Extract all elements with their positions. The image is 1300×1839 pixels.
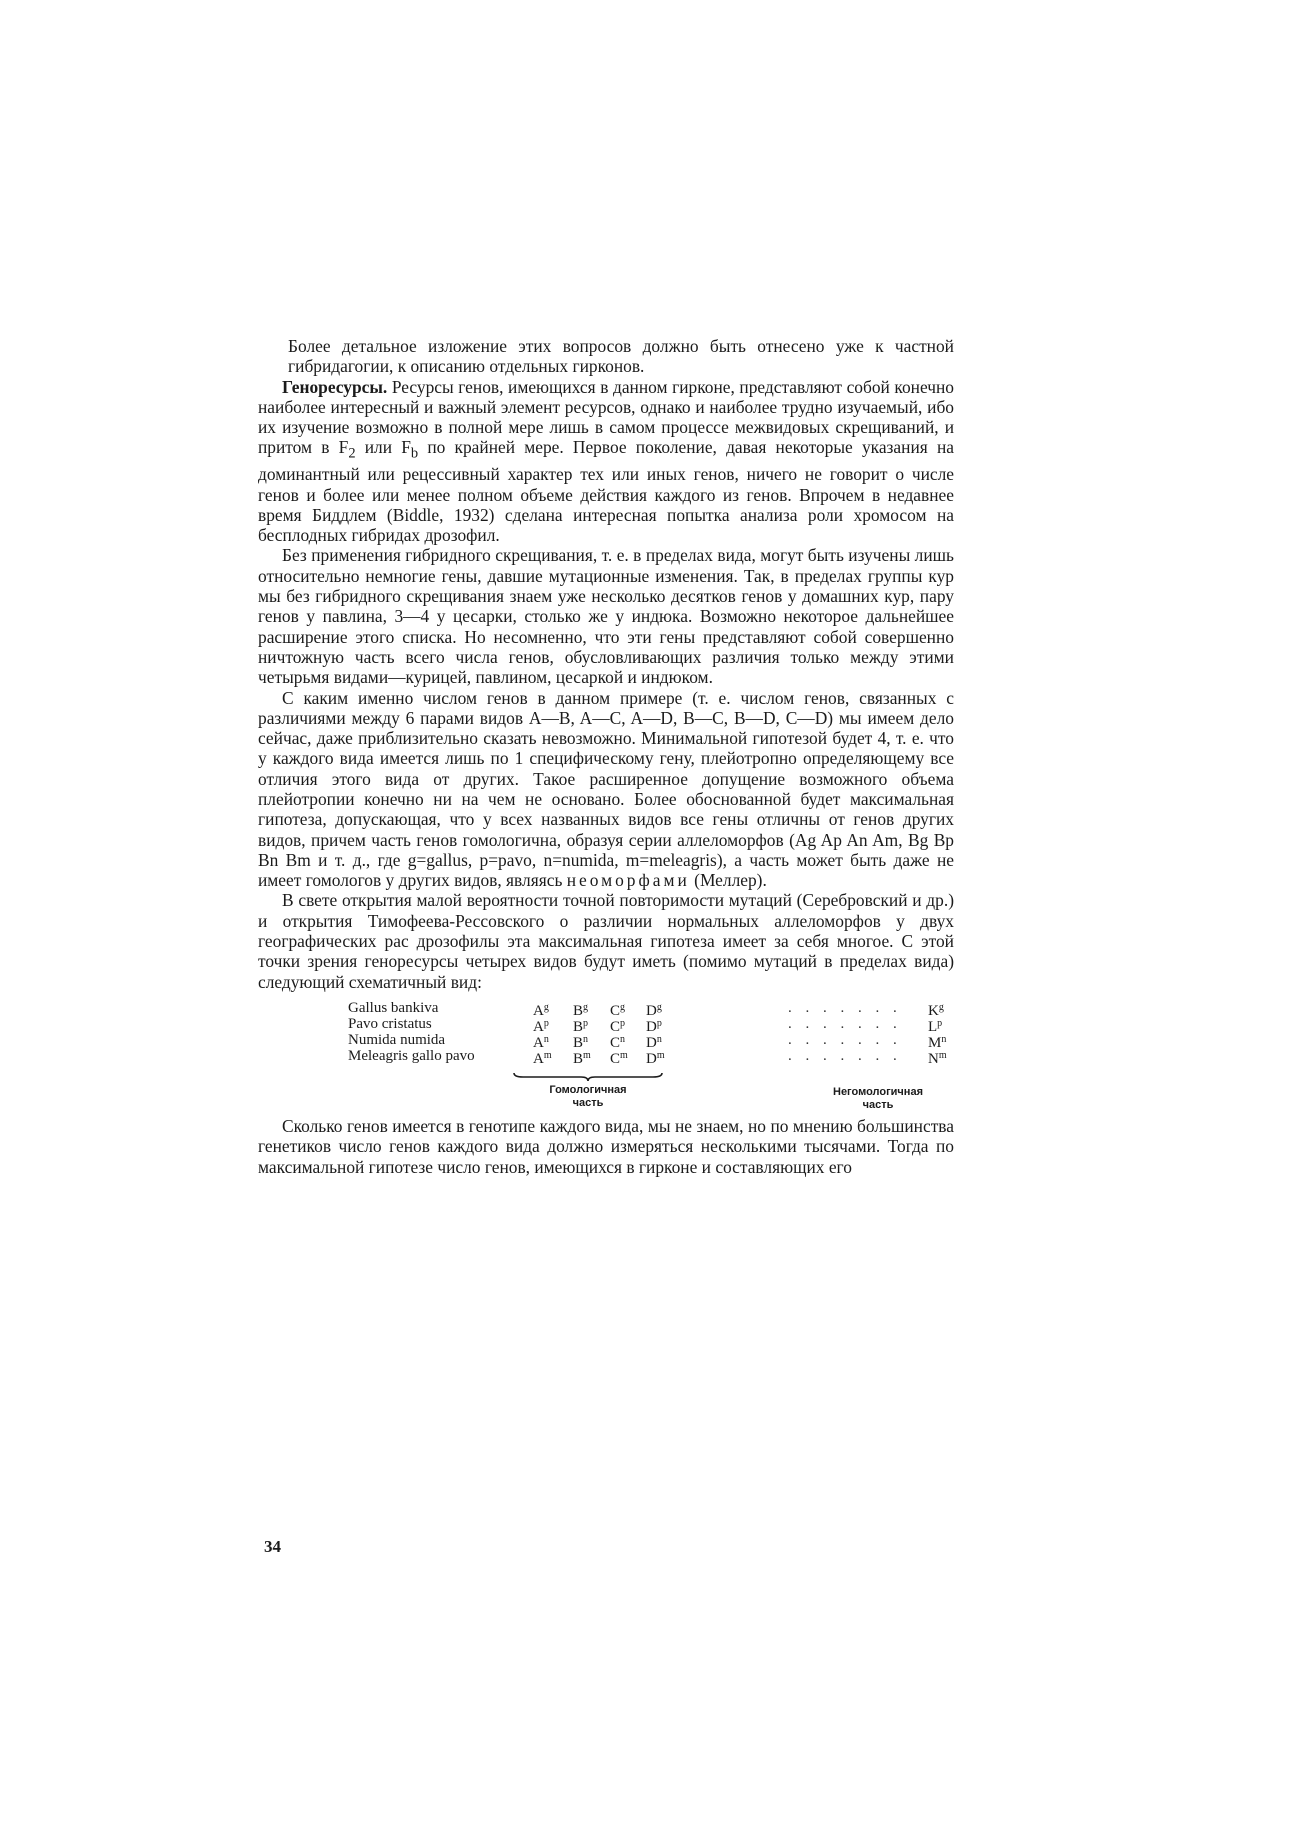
body-text (258, 336, 954, 1177)
ellipsis-dots: . . . . . . . (788, 1031, 902, 1048)
caption-nonhomologous: Негомологичная часть (833, 1085, 923, 1111)
page-number: 34 (264, 1537, 281, 1556)
gene-cell: $D^g$ (646, 1001, 662, 1019)
gene-cell: $A^m$ (533, 1049, 552, 1067)
species-name: Pavo cristatus (348, 1015, 432, 1032)
gene-cell: $D^p$ (646, 1017, 662, 1035)
gene-cell-last: $L^p$ (928, 1017, 943, 1035)
ellipsis-dots: . . . . . . . (788, 1015, 902, 1032)
ellipsis-dots: . . . . . . . (788, 1047, 902, 1064)
gene-cell: $A^g$ (533, 1001, 549, 1019)
paragraph-genoresources: Геноресурсы. Ресурсы генов, имеющихся в данном гирконе, представляют собой конечно наиболее интересный и важный элемент ресурсов, однако и наиболее трудно изучаемый, ибо их изучение возможно в полной мере лишь в самом процессе межвидовых скрещиваний, и притом в $F_2$ или $F_b$ по крайней мере. Первое поколение, давая некоторые указания на доминантный или рецессивный характер тех или иных генов, ничего не говорит о числе генов и более или менее полном объеме действия каждого из генов. Впрочем в недавнее время Биддлем (Biddle, 1932) сделана интересная попытка анализа роли хромосом на бесплодных гибридах дрозофил. (258, 376, 954, 546)
species-name: Gallus bankiva (348, 999, 439, 1016)
gene-scheme-table (258, 999, 954, 1111)
spaced-term: неоморфами (566, 870, 690, 891)
gene-cell: $B^p$ (573, 1017, 589, 1035)
gene-cell: $C^n$ (610, 1033, 626, 1051)
paragraph-5: В свете открытия малой вероятности точной повторимости мутаций (Серебровский и др.) и открытия Тимофеева-Рессовского о различии нормальных аллеломорфов у двух географических рас дрозофилы эта максимальная гипотеза имеет за себя многое. С этой точки зрения геноресурсы четырех видов будут иметь (помимо мутаций в пределах вида) следующий схематичный вид: (258, 890, 954, 992)
species-name: Numida numida (348, 1031, 446, 1048)
gene-cell-last: $K^g$ (928, 1001, 944, 1019)
caption-homologous: Гомологичная часть (549, 1083, 627, 1109)
paragraph-3: Без применения гибридного скрещивания, т. е. в пределах вида, могут быть изучены лишь относительно немногие гены, давшие мутационные изменения. Так, в пределах группы кур мы без гибридного скрещивания знаем уже несколько десятков генов у домашних кур, пару генов у павлина, 3—4 у цесарки, столько же у индюка. Возможно некоторое дальнейшее расширение этого списка. Но несомненно, что эти гены представляют собой совершенно ничтожную часть всего числа генов, обусловливающих различия только между этими четырьмя видами—курицей, павлином, цесаркой и индюком. (258, 545, 954, 688)
gene-cell: $C^p$ (610, 1017, 626, 1035)
gene-cell: $D^m$ (646, 1049, 665, 1067)
gene-cell: $D^n$ (646, 1033, 662, 1051)
gene-cell: $C^m$ (610, 1049, 628, 1067)
paragraph-4: С каким именно числом генов в данном примере (т. е. числом генов, связанных с различиями между 6 парами видов A—B, A—C, A—D, B—C, B—D, C—D) мы имеем дело сейчас, даже приблизительно сказать невозможно. Минимальной гипотезой будет 4, т. е. что у каждого вида имеется лишь по 1 специфическому гену, плейотропно определяющему все отличия этого вида от других. Такое расширенное допущение возможного объема плейотропии конечно ни на чем не основано. Более обоснованной будет максимальная гипотеза, допускающая, что у всех названных видов все гены отличны от генов других видов, причем часть генов гомологична, образуя серии аллеломорфов (Ag Ap An Am, Bg Bp Bn Bm и т. д., где g=gallus, p=pavo, n=numida, m=meleagris), а часть может быть даже не имеет гомологов у других видов, являясь неоморфами (Меллер). (258, 687, 954, 891)
paragraph-1: Более детальное изложение этих вопросов должно быть отнесено уже к частной гибридагогии, к описанию отдельных гирконов. (288, 336, 954, 377)
paragraph-6: Сколько генов имеется в генотипе каждого вида, мы не знаем, но по мнению большинства генетиков число генов каждого вида должно измеряться несколькими тысячами. Тогда по максимальной гипотезе число генов, имеющихся в гирконе и составляющих его (258, 1115, 954, 1177)
gene-cell: $B^g$ (573, 1001, 589, 1019)
ellipsis-dots: . . . . . . . (788, 999, 902, 1016)
gene-cell-last: $M^n$ (928, 1033, 947, 1051)
section-run-head: Геноресурсы. (282, 376, 388, 397)
allele-series: Ag Ap An Am, Bg Bp Bn Bm (258, 829, 954, 870)
gene-cell: $A^n$ (533, 1033, 549, 1051)
gene-cell: $B^m$ (573, 1049, 591, 1067)
gene-cell-last: $N^m$ (928, 1049, 947, 1067)
gene-cell: $C^g$ (610, 1001, 626, 1019)
gene-cell: $B^n$ (573, 1033, 589, 1051)
curly-brace (513, 1072, 663, 1082)
species-name: Meleagris gallo pavo (348, 1047, 475, 1064)
gene-cell: $A^p$ (533, 1017, 549, 1035)
